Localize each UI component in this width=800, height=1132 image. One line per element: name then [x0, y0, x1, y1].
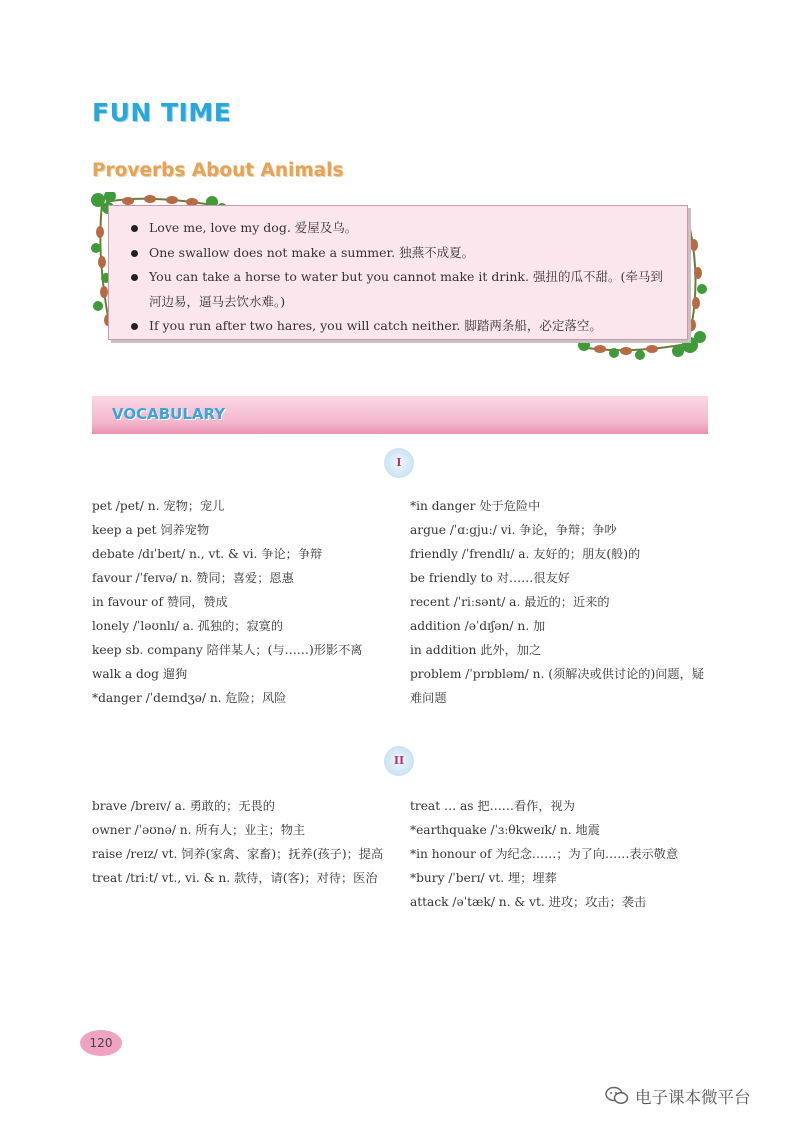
vocab-entry: pet /pet/ n. 宠物；宠儿	[92, 499, 225, 513]
proverb-box	[108, 205, 688, 340]
vocab-entry: in favour of 赞同，赞成	[92, 595, 228, 609]
bullet-icon	[131, 323, 138, 330]
proverb-text: If you run after two hares, you will catch neither. 脚踏两条船，必定落空。	[149, 318, 602, 333]
proverb-list	[131, 216, 669, 339]
vocab-entry: be friendly to 对……很友好	[410, 571, 570, 585]
list-item	[131, 265, 669, 314]
vocab-entry: debate /dɪˈbeɪt/ n., vt. & vi. 争论；争辩	[92, 547, 323, 561]
vocab-entry: keep sb. company 陪伴某人；(与……)形影不离	[92, 643, 363, 657]
vocab-entry: recent /ˈriːsənt/ a. 最近的；近来的	[410, 595, 610, 609]
bullet-icon	[131, 250, 138, 257]
vocab-entry: treat /triːt/ vt., vi. & n. 款待，请(客)；对待；医治	[92, 871, 378, 885]
watermark-text: 电子课本微平台	[635, 1088, 751, 1107]
vocab-entry: owner /ˈəʊnə/ n. 所有人；业主；物主	[92, 823, 306, 837]
vocabulary-heading: VOCABULARY	[112, 405, 226, 423]
vocab-entry: *bury /ˈberɪ/ vt. 埋；埋葬	[410, 871, 557, 885]
vocab-entry: addition /əˈdɪʃən/ n. 加	[410, 619, 546, 633]
vocab-entry: keep a pet 饲养宠物	[92, 523, 210, 537]
vocab-entry: raise /reɪz/ vt. 饲养(家禽、家畜)；抚养(孩子)；提高	[92, 847, 384, 861]
bullet-icon	[131, 225, 138, 232]
vocab-entry: *in honour of 为纪念……；为了向……表示敬意	[410, 847, 679, 861]
list-item	[131, 314, 669, 339]
vocab-entry: argue /ˈɑːgjuː/ vi. 争论，争辩；争吵	[410, 523, 617, 537]
vocab-entry: brave /breɪv/ a. 勇敢的；无畏的	[92, 799, 275, 813]
vocab-entry: favour /ˈfeɪvə/ n. 赞同；喜爱；恩惠	[92, 571, 294, 585]
vocabulary-banner	[92, 396, 708, 434]
section-subtitle: Proverbs About Animals	[92, 160, 344, 181]
vocab-column-right-1	[410, 494, 710, 710]
vocab-entry: attack /əˈtæk/ n. & vt. 进攻；攻击；袭击	[410, 895, 647, 909]
section-numeral-ii: II	[384, 746, 414, 776]
list-item	[131, 216, 669, 241]
vocab-entry: *in danger 处于危险中	[410, 499, 541, 513]
vocab-entry: problem /ˈprɒbləm/ n. (须解决或供讨论的)问题，疑难问题	[410, 667, 704, 705]
vocab-entry: *earthquake /ˈɜːθkweɪk/ n. 地震	[410, 823, 600, 837]
section-numeral-i: I	[384, 448, 414, 478]
vocab-entry: lonely /ˈləʊnlɪ/ a. 孤独的；寂寞的	[92, 619, 284, 633]
vocab-entry: in addition 此外，加之	[410, 643, 542, 657]
page-number: 120	[80, 1030, 122, 1056]
page-title: FUN TIME	[92, 98, 232, 127]
bullet-icon	[131, 274, 138, 281]
vocab-entry: treat … as 把……看作，视为	[410, 799, 575, 813]
vocab-column-left-2	[92, 794, 392, 890]
proverb-text: Love me, love my dog. 爱屋及乌。	[149, 220, 358, 235]
proverb-text: You can take a horse to water but you cannot make it drink. 强扭的瓜不甜。(牵马到河边易，逼马去饮水难。)	[149, 269, 663, 309]
vocab-column-left-1	[92, 494, 397, 710]
vocab-entry: friendly /ˈfrendlɪ/ a. 友好的；朋友(般)的	[410, 547, 641, 561]
vocab-entry: walk a dog 遛狗	[92, 667, 188, 681]
list-item	[131, 241, 669, 266]
watermark	[605, 1084, 751, 1108]
wechat-icon	[605, 1086, 629, 1106]
vocab-column-right-2	[410, 794, 710, 914]
vocab-entry: *danger /ˈdeɪndʒə/ n. 危险；风险	[92, 691, 287, 705]
proverb-text: One swallow does not make a summer. 独燕不成夏。	[149, 244, 475, 260]
